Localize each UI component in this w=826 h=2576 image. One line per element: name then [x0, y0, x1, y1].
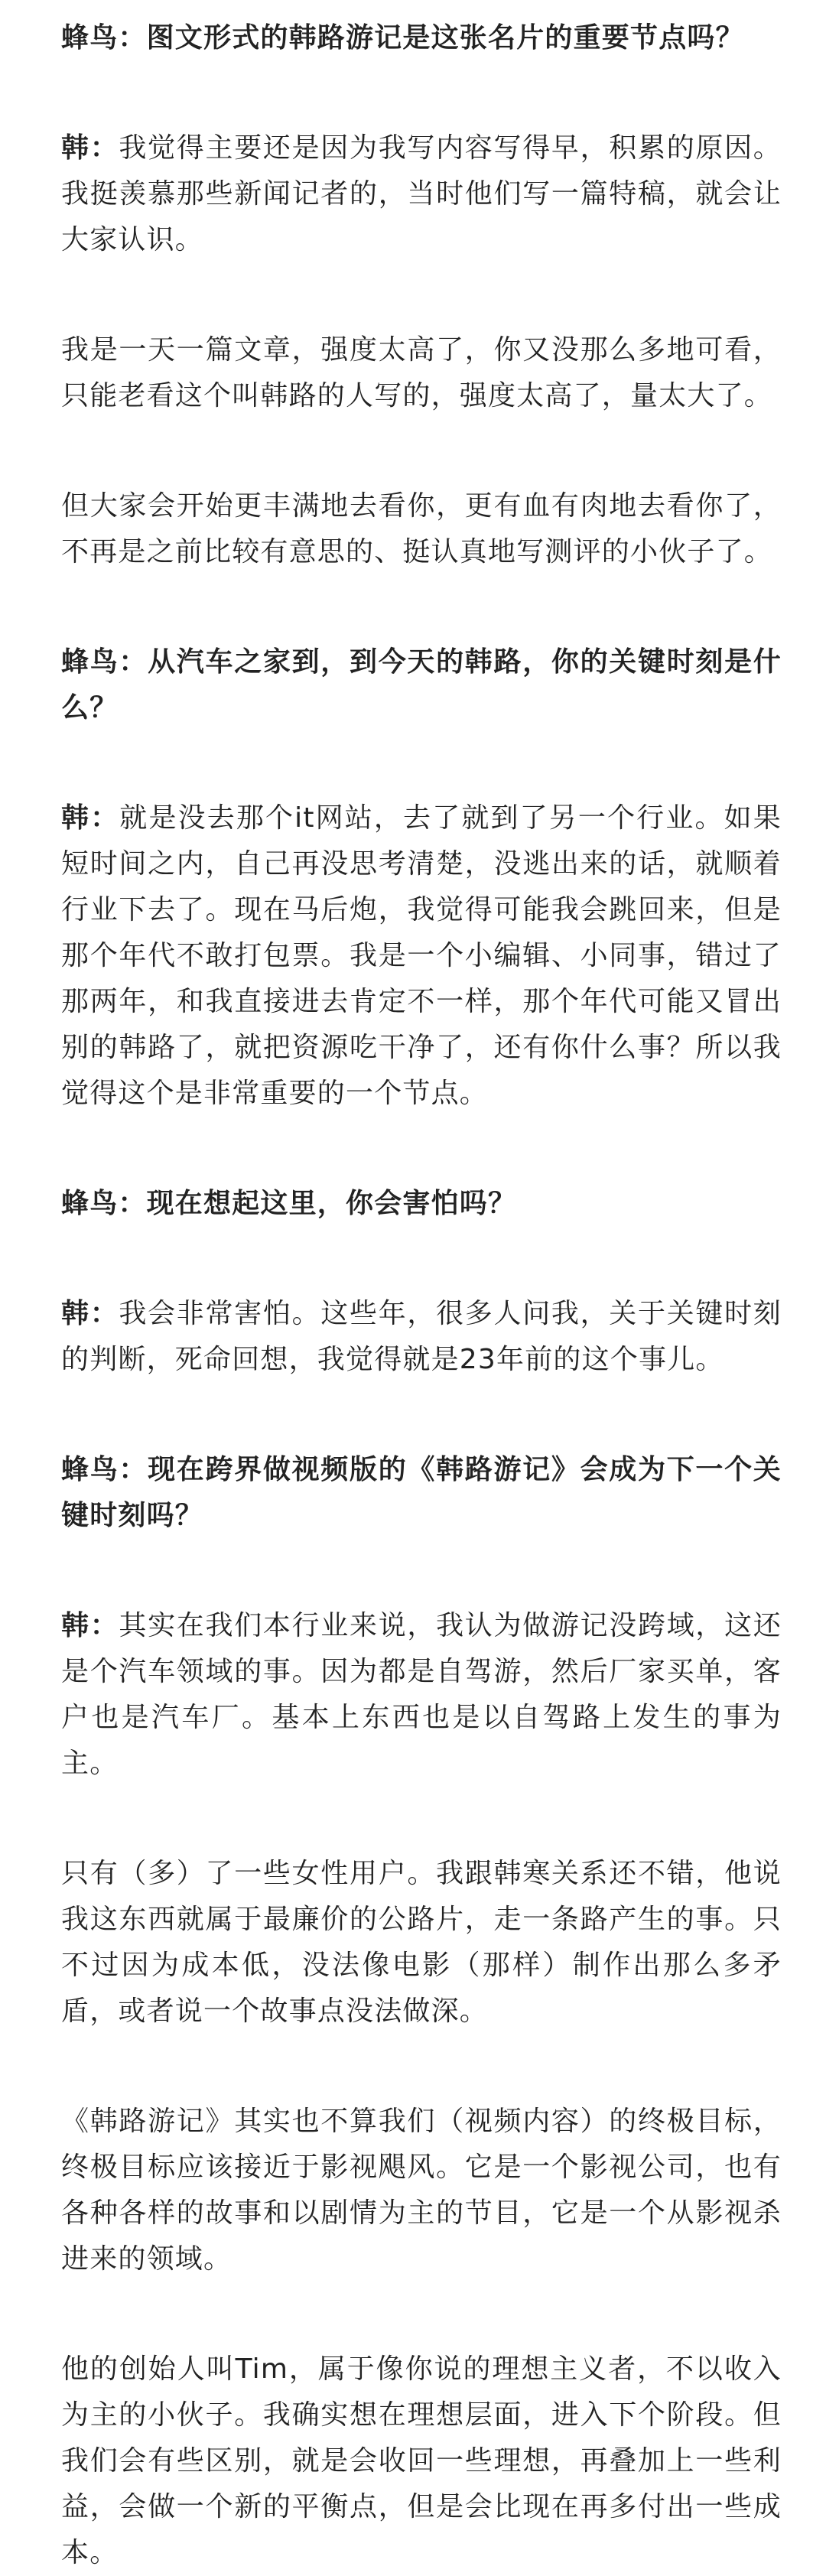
paragraph-text: 从汽车之家到，到今天的韩路，你的关键时刻是什么？: [61, 646, 782, 724]
answer-paragraph: [61, 1603, 782, 1787]
answer-paragraph: [61, 795, 782, 1117]
question-paragraph: [61, 1181, 782, 1227]
speaker-label: 蜂鸟：: [61, 22, 147, 54]
text-paragraph: [61, 2099, 782, 2282]
paragraph-text: 我觉得主要还是因为我写内容写得早，积累的原因。我挺羡慕那些新闻记者的，当时他们写一篇特稿，就会让大家认识。: [61, 132, 782, 255]
paragraph-text: 其实在我们本行业来说，我认为做游记没跨域，这还是个汽车领域的事。因为都是自驾游，然后厂家买单，客户也是汽车厂。基本上东西也是以自驾路上发生的事为主。: [61, 1610, 782, 1779]
speaker-label: 韩：: [61, 1298, 119, 1329]
paragraph-text: 就是没去那个it网站，去了就到了另一个行业。如果短时间之内，自己再没思考清楚，没逃出来的话，就顺着行业下去了。现在马后炮，我觉得可能我会跳回来，但是那个年代不敢打包票。我是一个小编辑、小同事，错过了那两年，和我直接进去肯定不一样，那个年代可能又冒出别的韩路了，就把资源吃干净了，还有你什么事？所以我觉得这个是非常重要的一个节点。: [61, 802, 782, 1109]
speaker-label: 蜂鸟：: [61, 1188, 147, 1219]
speaker-label: 韩：: [61, 132, 119, 164]
paragraph-text: 图文形式的韩路游记是这张名片的重要节点吗？: [146, 22, 744, 54]
paragraph-text: 只有（多）了一些女性用户。我跟韩寒关系还不错，他说我这东西就属于最廉价的公路片，走一条路产生的事。只不过因为成本低，没法像电影（那样）制作出那么多矛盾，或者说一个故事点没法做深。: [61, 1858, 782, 2027]
question-paragraph: [61, 1447, 782, 1539]
speaker-label: 韩：: [61, 802, 120, 834]
question-paragraph: [61, 639, 782, 731]
text-paragraph: [61, 2347, 782, 2576]
answer-paragraph: [61, 1291, 782, 1383]
paragraph-text: 我是一天一篇文章，强度太高了，你又没那么多地可看，只能老看这个叫韩路的人写的，强度太高了，量太大了。: [61, 334, 782, 411]
speaker-label: 蜂鸟：: [61, 1454, 148, 1485]
answer-paragraph: [61, 125, 782, 263]
speaker-label: 蜂鸟：: [61, 646, 148, 678]
paragraph-text: 现在想起这里，你会害怕吗？: [146, 1188, 517, 1219]
paragraph-text: 但大家会开始更丰满地去看你，更有血有肉地去看你了，不再是之前比较有意思的、挺认真地写测评的小伙子了。: [61, 490, 782, 568]
text-paragraph: [61, 327, 782, 419]
text-paragraph: [61, 1851, 782, 2034]
text-paragraph: [61, 483, 782, 575]
paragraph-text: 他的创始人叫Tim，属于像你说的理想主义者，不以收入为主的小伙子。我确实想在理想层面，进入下个阶段。但我们会有些区别，就是会收回一些理想，再叠加上一些利益，会做一个新的平衡点，但是会比现在再多付出一些成本。: [61, 2353, 782, 2568]
paragraph-text: 现在跨界做视频版的《韩路游记》会成为下一个关键时刻吗？: [61, 1454, 782, 1531]
question-paragraph: [61, 15, 782, 61]
paragraph-text: 《韩路游记》其实也不算我们（视频内容）的终极目标，终极目标应该接近于影视飓风。它是一个影视公司，也有各种各样的故事和以剧情为主的节目，它是一个从影视杀进来的领域。: [61, 2106, 782, 2275]
speaker-label: 韩：: [61, 1610, 119, 1641]
paragraph-text: 我会非常害怕。这些年，很多人问我，关于关键时刻的判断，死命回想，我觉得就是23年前的这个事儿。: [61, 1298, 782, 1375]
